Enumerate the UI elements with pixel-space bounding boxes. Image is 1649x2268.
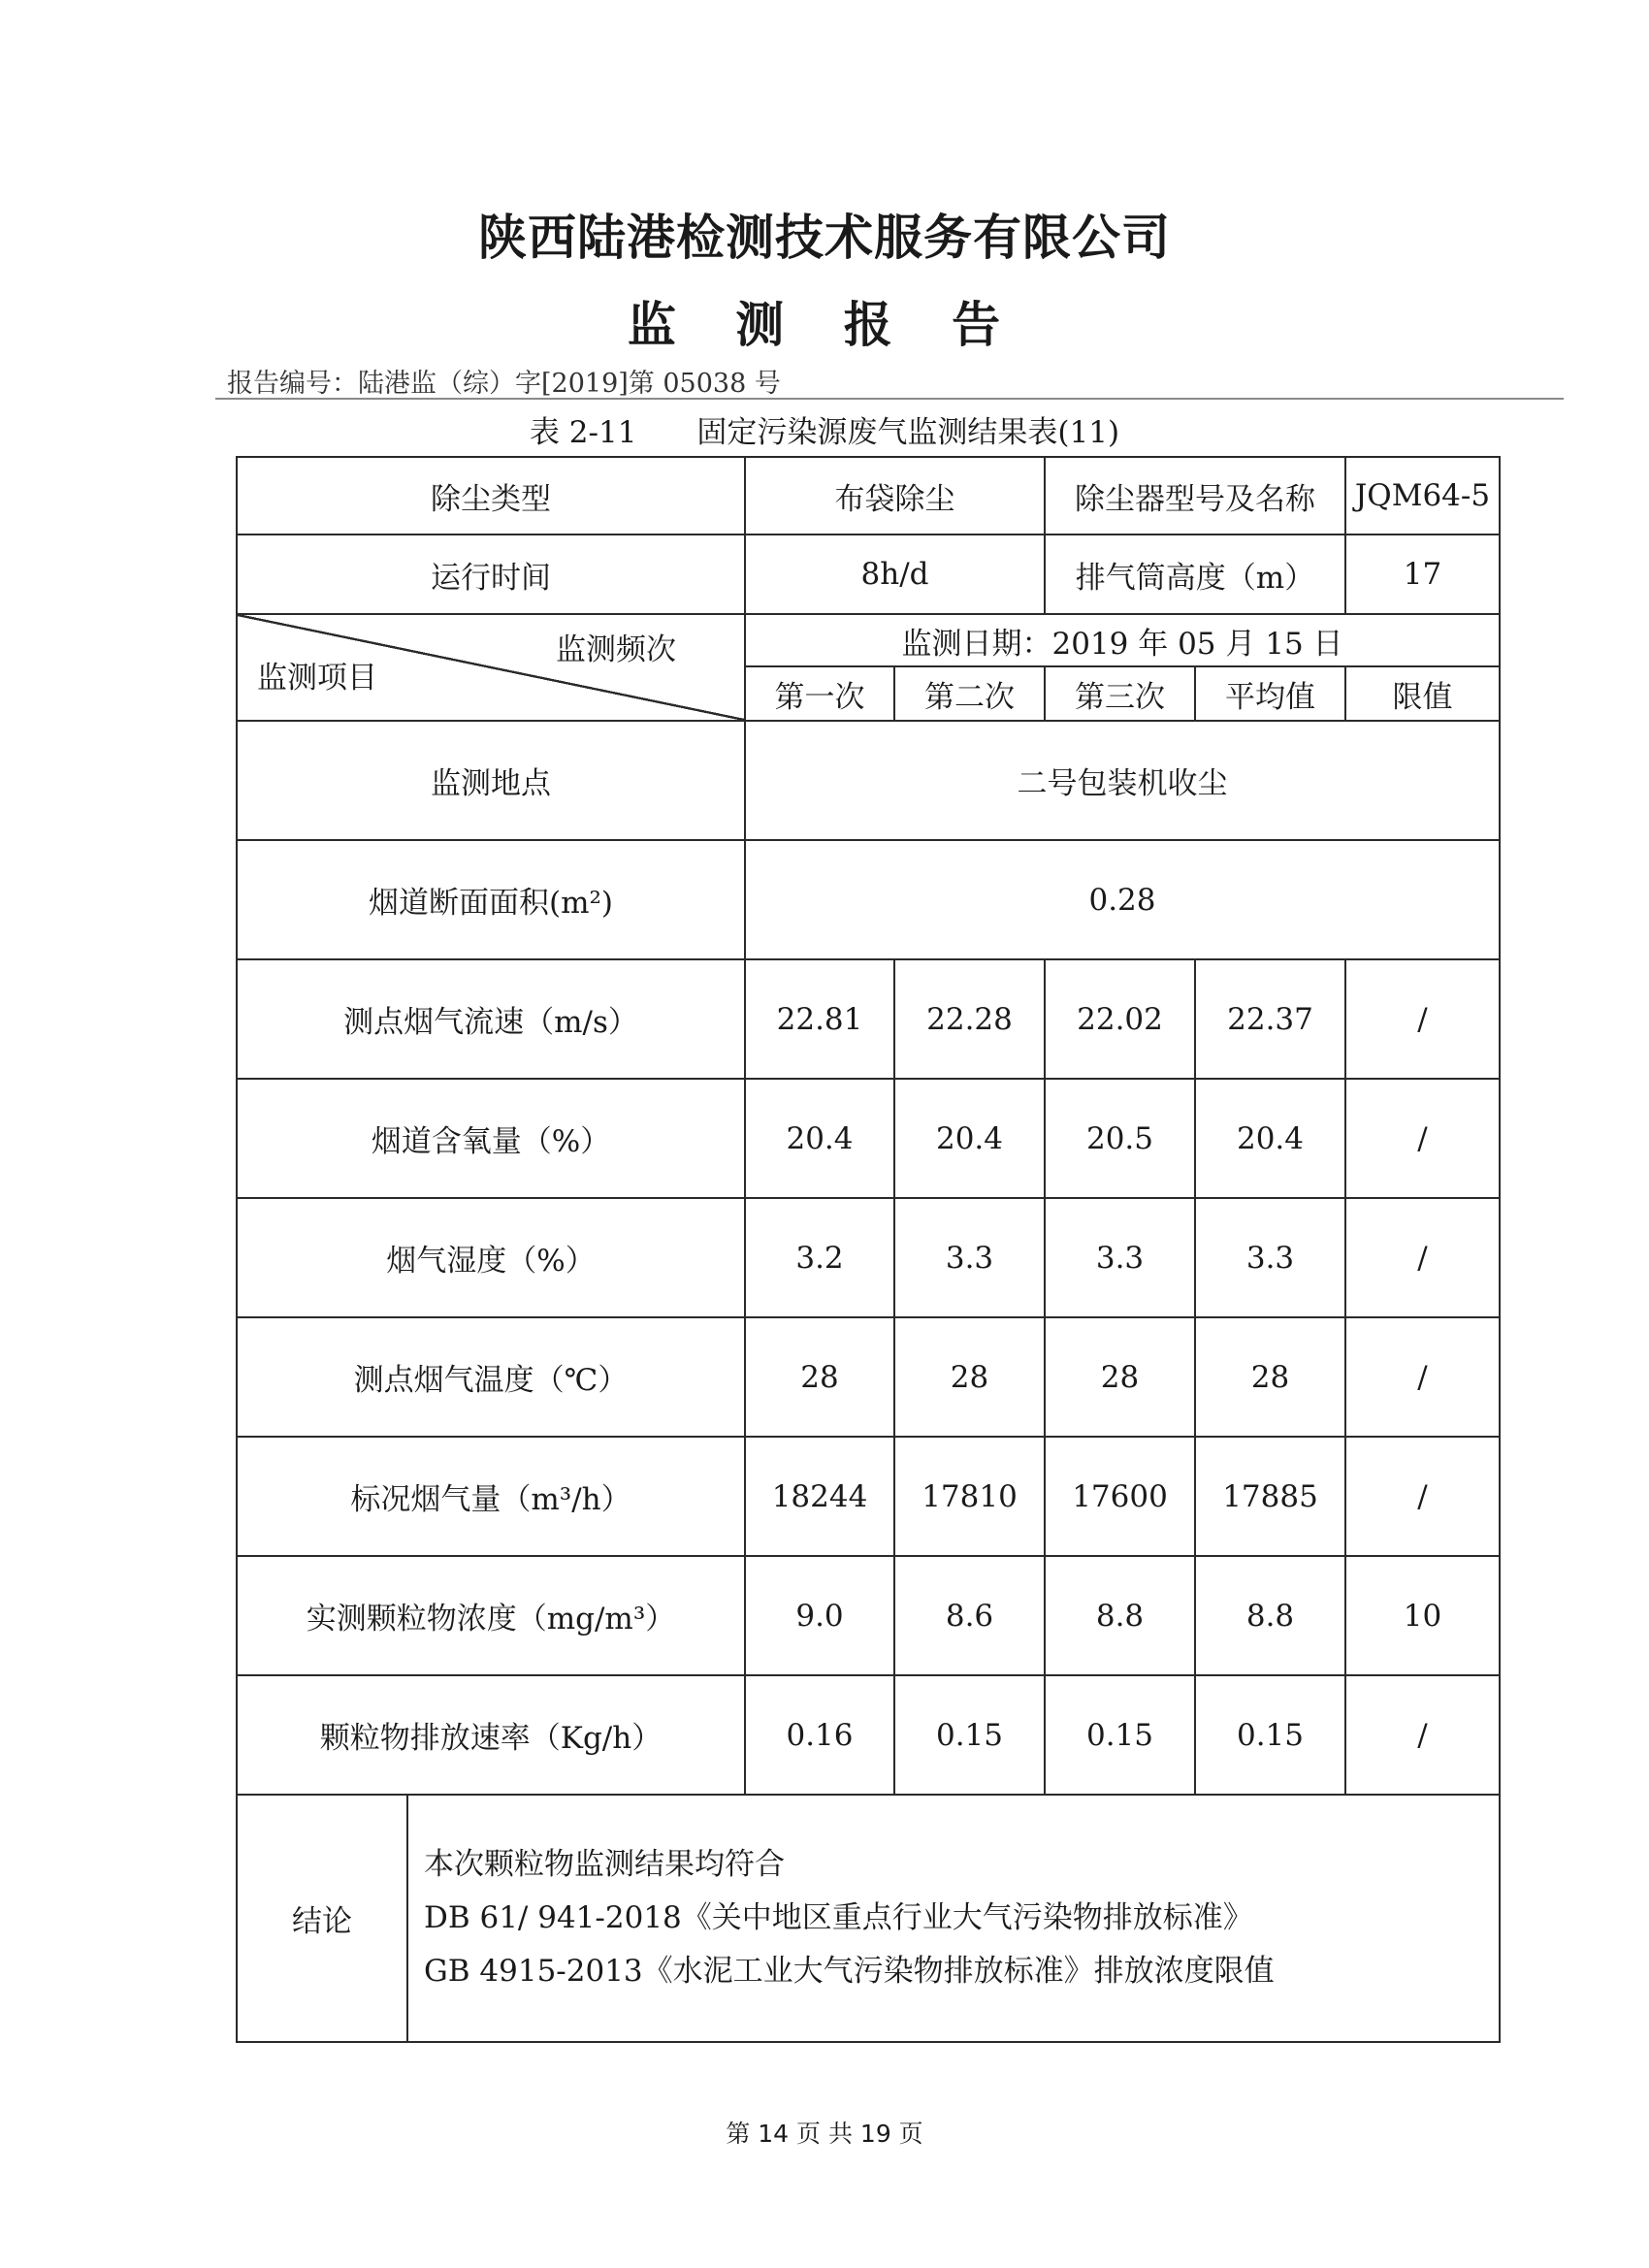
cell-value: 17600 [1045, 1437, 1195, 1556]
info-row-2 [237, 535, 1500, 614]
conclusion-row [237, 1795, 1500, 2042]
dust-type-label: 除尘类型 [237, 457, 745, 535]
table-row [237, 959, 1500, 1079]
cell-value: / [1345, 1675, 1500, 1795]
cell-value: 0.16 [745, 1675, 894, 1795]
table-row [237, 1437, 1500, 1556]
row-label: 烟道含氧量（%） [237, 1079, 745, 1198]
cell-value: / [1345, 1437, 1500, 1556]
location-row [237, 721, 1500, 840]
row-label: 测点烟气流速（m/s） [237, 959, 745, 1079]
cell-value: 20.4 [894, 1079, 1045, 1198]
monitoring-results-table [236, 456, 1501, 2043]
dust-type-value: 布袋除尘 [745, 457, 1045, 535]
row-label: 标况烟气量（m³/h） [237, 1437, 745, 1556]
table-row [237, 1198, 1500, 1317]
cell-value: 3.3 [894, 1198, 1045, 1317]
runtime-label: 运行时间 [237, 535, 745, 614]
cell-value: 22.37 [1195, 959, 1345, 1079]
collector-value: JQM64-5 [1345, 457, 1500, 535]
col-header-limit: 限值 [1345, 666, 1500, 721]
cell-value: 8.8 [1045, 1556, 1195, 1675]
table-row [237, 1079, 1500, 1198]
cell-value: 22.81 [745, 959, 894, 1079]
cell-value: 20.4 [745, 1079, 894, 1198]
cell-value: 3.2 [745, 1198, 894, 1317]
conclusion-line: 本次颗粒物监测结果均符合 [424, 1847, 785, 1882]
page-footer: 第 14 页 共 19 页 [726, 2120, 923, 2148]
row-label: 测点烟气温度（℃） [237, 1317, 745, 1437]
cell-value: 8.8 [1195, 1556, 1345, 1675]
info-row-1 [237, 457, 1500, 535]
frequency-header: 监测频次 [556, 632, 676, 667]
cell-value: 10 [1345, 1556, 1500, 1675]
table-row [237, 1317, 1500, 1437]
row-label: 颗粒物排放速率（Kg/h） [237, 1675, 745, 1795]
conclusion-label: 结论 [237, 1795, 407, 2042]
cell-value: 20.5 [1045, 1079, 1195, 1198]
cell-value: / [1345, 1079, 1500, 1198]
table-caption: 表 2-11 固定污染源废气监测结果表(11) [529, 415, 1120, 450]
cell-value: 28 [1045, 1317, 1195, 1437]
cell-value: 3.3 [1045, 1198, 1195, 1317]
area-label: 烟道断面面积(m²) [237, 840, 745, 959]
row-label: 实测颗粒物浓度（mg/m³） [237, 1556, 745, 1675]
company-name: 陕西陆港检测技术服务有限公司 [478, 210, 1171, 266]
header-row-1 [237, 614, 1500, 666]
cell-value: 22.28 [894, 959, 1045, 1079]
table-row [237, 1556, 1500, 1675]
cell-value: 17810 [894, 1437, 1045, 1556]
row-label: 烟气湿度（%） [237, 1198, 745, 1317]
location-label: 监测地点 [237, 721, 745, 840]
cell-value: / [1345, 959, 1500, 1079]
conclusion-line: GB 4915-2013《水泥工业大气污染物排放标准》排放浓度限值 [424, 1954, 1275, 1989]
conclusion-text [407, 1795, 1500, 2042]
stack-height-value: 17 [1345, 535, 1500, 614]
header-rule [215, 398, 1564, 400]
location-value: 二号包装机收尘 [745, 721, 1500, 840]
report-number: 报告编号：陆港监（综）字[2019]第 05038 号 [227, 369, 781, 399]
col-header-first: 第一次 [745, 666, 894, 721]
col-header-third: 第三次 [1045, 666, 1195, 721]
cell-value: 17885 [1195, 1437, 1345, 1556]
cell-value: 28 [745, 1317, 894, 1437]
diagonal-header-cell [237, 614, 745, 721]
area-row [237, 840, 1500, 959]
col-header-average: 平均值 [1195, 666, 1345, 721]
cell-value: 28 [1195, 1317, 1345, 1437]
cell-value: 0.15 [894, 1675, 1045, 1795]
cell-value: 28 [894, 1317, 1045, 1437]
runtime-value: 8h/d [745, 535, 1045, 614]
cell-value: 3.3 [1195, 1198, 1345, 1317]
conclusion-line: DB 61/ 941-2018《关中地区重点行业大气污染物排放标准》 [424, 1900, 1253, 1935]
cell-value: 0.15 [1195, 1675, 1345, 1795]
area-value: 0.28 [745, 840, 1500, 959]
col-header-second: 第二次 [894, 666, 1045, 721]
cell-value: / [1345, 1198, 1500, 1317]
cell-value: 0.15 [1045, 1675, 1195, 1795]
cell-value: 22.02 [1045, 959, 1195, 1079]
stack-height-label: 排气筒高度（m） [1045, 535, 1345, 614]
collector-label: 除尘器型号及名称 [1045, 457, 1345, 535]
monitoring-date: 监测日期：2019 年 05 月 15 日 [745, 614, 1500, 666]
item-header: 监测项目 [257, 661, 377, 696]
cell-value: / [1345, 1317, 1500, 1437]
cell-value: 8.6 [894, 1556, 1045, 1675]
cell-value: 18244 [745, 1437, 894, 1556]
table-row [237, 1675, 1500, 1795]
report-title: 监 测 报 告 [627, 297, 1022, 353]
cell-value: 20.4 [1195, 1079, 1345, 1198]
cell-value: 9.0 [745, 1556, 894, 1675]
